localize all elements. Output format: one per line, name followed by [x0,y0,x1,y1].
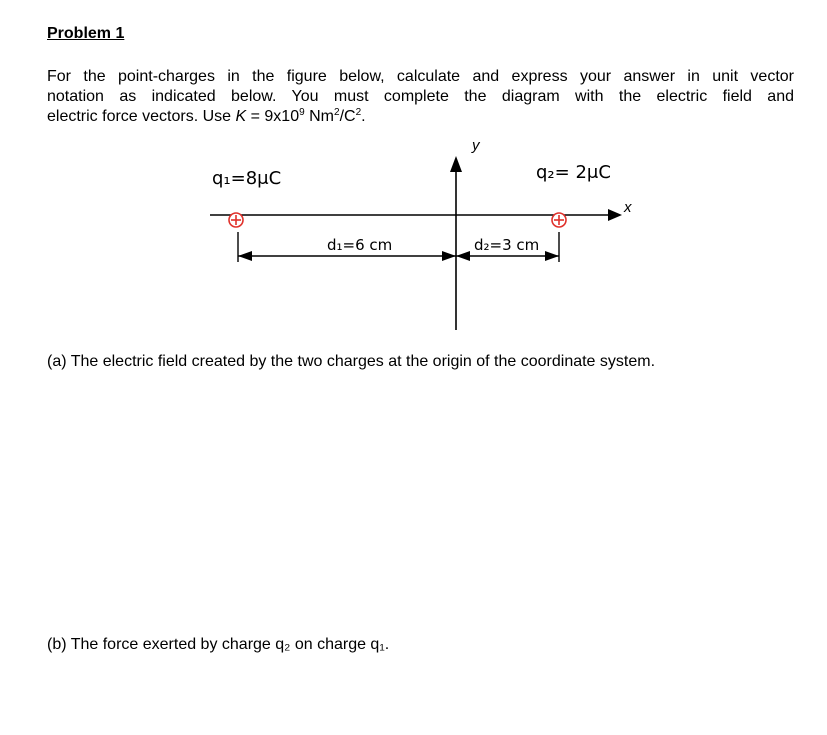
d2-label: d₂=3 cm [474,236,540,254]
charge-diagram-svg [190,138,650,333]
statement-line-1: For the point-charges in the figure below, calculate and express your answer in unit vector [47,68,794,85]
q2-charge-icon [552,213,566,227]
problem-title: Problem 1 [47,25,125,42]
y-axis-label: y [472,138,480,154]
d1-left-arrow-icon [238,251,252,261]
d1-right-arrow-icon [442,251,456,261]
y-axis-arrow-icon [450,156,462,172]
q1-label: q₁=8μC [212,168,282,189]
statement-line-2: notation as indicated below. You must complete the diagram with the electric field and [47,88,794,105]
d1-label: d₁=6 cm [327,236,393,254]
d2-left-arrow-icon [456,251,470,261]
part-b-question: (b) The force exerted by charge q₂ on charge q₁. [47,636,390,653]
statement-line-3: electric force vectors. Use $K = 9x10^9$ $Nm^2/C^2$. [47,107,366,125]
x-axis-label: x [624,199,632,216]
charge-diagram [190,138,650,333]
d2-right-arrow-icon [545,251,559,261]
q1-charge-icon [229,213,243,227]
q2-label: q₂= 2μC [536,162,611,183]
problem-statement [47,67,794,127]
x-axis-arrow-icon [608,209,622,221]
part-a-question: (a) The electric field created by the two charges at the origin of the coordinate system. [47,353,656,370]
constant-k: K [235,108,247,125]
